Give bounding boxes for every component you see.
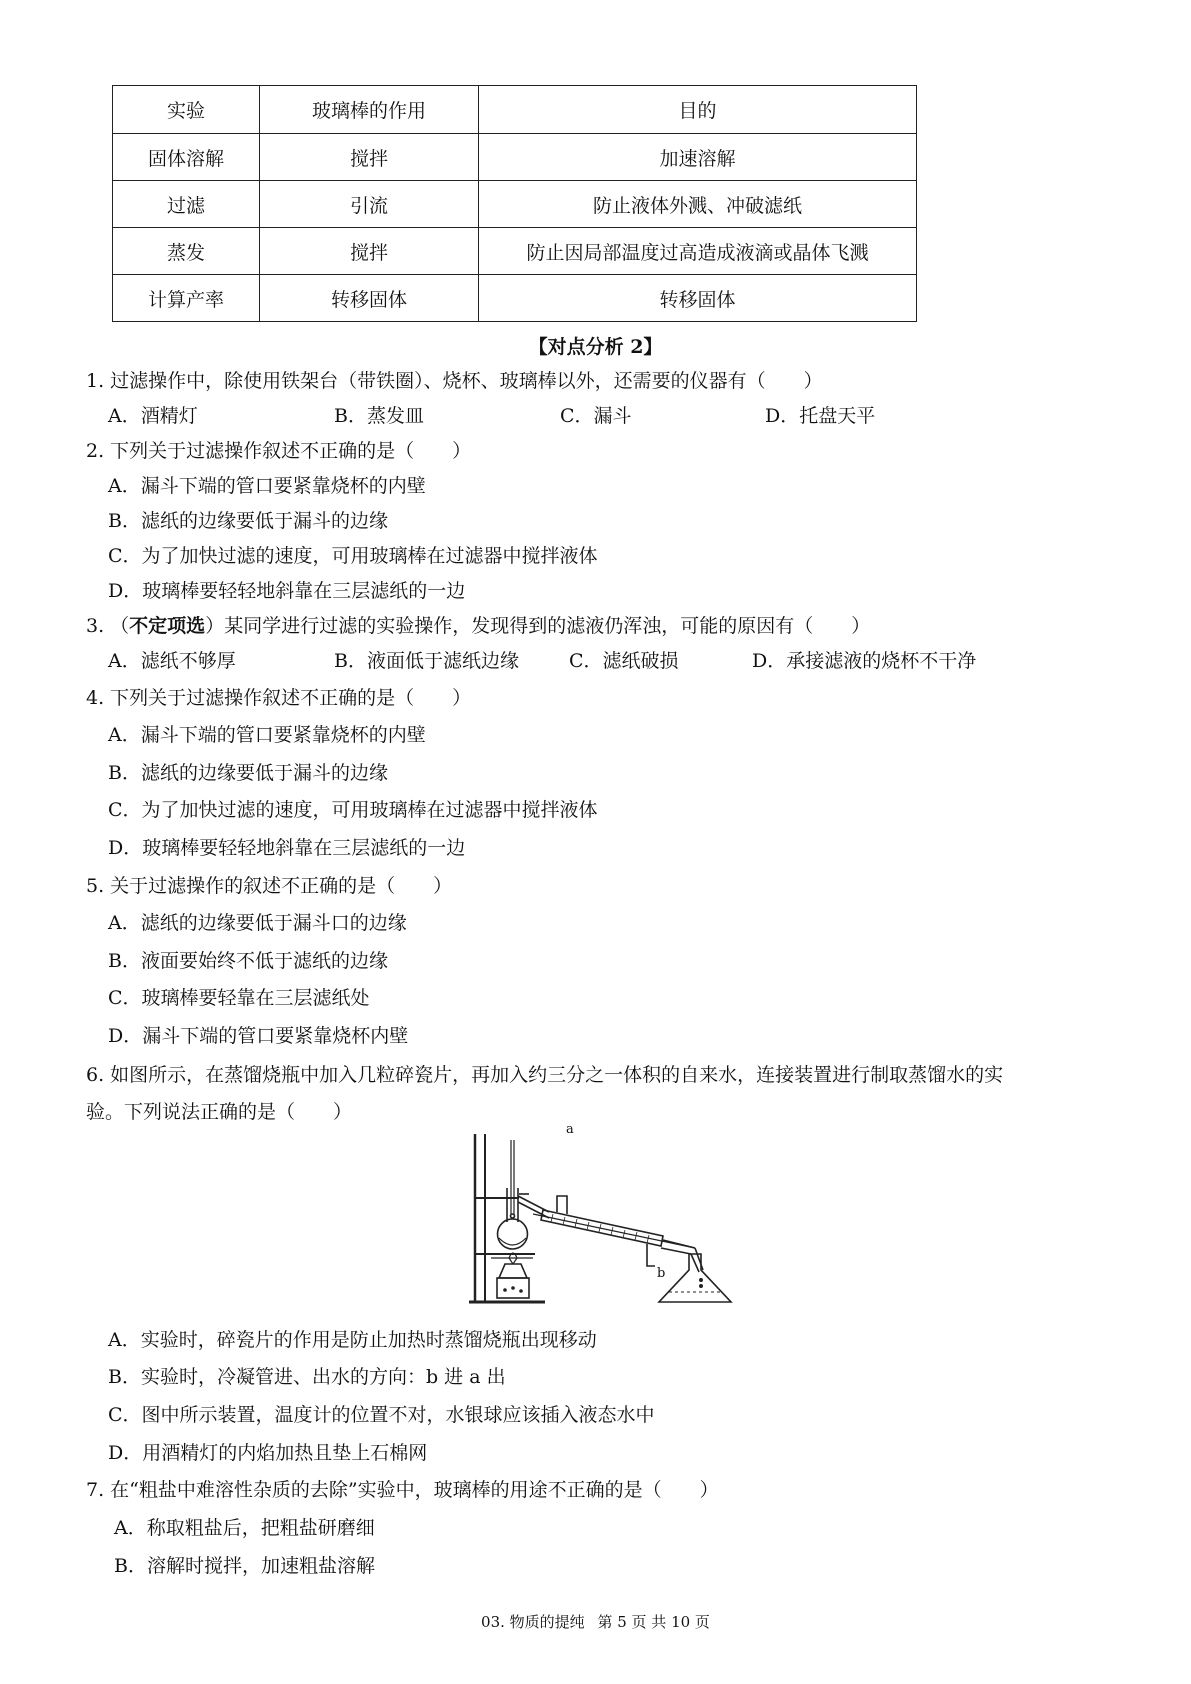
table-cell: 计算产率 — [113, 275, 260, 322]
question-7-stem: 7. 在“粗盐中难溶性杂质的去除”实验中，玻璃棒的用途不正确的是（ ） — [86, 1479, 719, 1501]
table-cell: 过滤 — [113, 181, 260, 228]
footer-page-number: 第 5 页 共 10 页 — [597, 1613, 710, 1631]
question-2-stem: 2. 下列关于过滤操作叙述不正确的是（ ） — [86, 440, 472, 462]
table-cell: 搅拌 — [260, 228, 479, 275]
question-4-stem: 4. 下列关于过滤操作叙述不正确的是（ ） — [86, 687, 472, 709]
question-3-option-c: C．滤纸破损 — [569, 650, 679, 672]
question-4-option-b: B．滤纸的边缘要低于漏斗的边缘 — [108, 762, 388, 784]
question-3-stem — [86, 613, 870, 639]
question-2-option-b: B．滤纸的边缘要低于漏斗的边缘 — [108, 510, 388, 532]
question-6-option-d: D．用酒精灯的内焰加热且垫上石棉网 — [108, 1442, 428, 1464]
table-header-cell: 实验 — [113, 86, 260, 134]
table-row — [113, 134, 917, 181]
table-row — [113, 275, 917, 322]
table-row — [113, 181, 917, 228]
figure-label-b: b — [657, 1266, 666, 1281]
question-1-option-c: C．漏斗 — [560, 405, 632, 427]
question-1-stem: 1. 过滤操作中，除使用铁架台（带铁圈）、烧杯、玻璃棒以外，还需要的仪器有（ ） — [86, 370, 823, 392]
figure-label-a: a — [566, 1122, 574, 1137]
question-2-option-a: A．漏斗下端的管口要紧靠烧杯的内壁 — [108, 475, 426, 497]
question-5-option-a: A．滤纸的边缘要低于漏斗口的边缘 — [108, 912, 407, 934]
question-7-option-a: A．称取粗盐后，把粗盐研磨细 — [114, 1517, 375, 1539]
table-cell: 蒸发 — [113, 228, 260, 275]
purification-table — [112, 85, 917, 322]
table-cell: 引流 — [260, 181, 479, 228]
question-6-option-b: B．实验时，冷凝管进、出水的方向：b 进 a 出 — [108, 1366, 506, 1388]
table-cell: 防止液体外溅、冲破滤纸 — [479, 181, 917, 228]
distillation-apparatus-figure — [463, 1130, 755, 1308]
question-3-option-d: D．承接滤液的烧杯不干净 — [752, 650, 977, 672]
question-2-option-c: C．为了加快过滤的速度，可用玻璃棒在过滤器中搅拌液体 — [108, 545, 598, 567]
question-4-option-c: C．为了加快过滤的速度，可用玻璃棒在过滤器中搅拌液体 — [108, 799, 598, 821]
table-cell: 防止因局部温度过高造成液滴或晶体飞溅 — [479, 228, 917, 275]
question-4-option-d: D．玻璃棒要轻轻地斜靠在三层滤纸的一边 — [108, 837, 466, 859]
table-header-cell: 玻璃棒的作用 — [260, 86, 479, 134]
table-row — [113, 228, 917, 275]
table-cell: 固体溶解 — [113, 134, 260, 181]
question-5-option-b: B．液面要始终不低于滤纸的边缘 — [108, 950, 388, 972]
question-7-option-b: B．溶解时搅拌，加速粗盐溶解 — [114, 1555, 375, 1577]
table-cell: 搅拌 — [260, 134, 479, 181]
question-1-option-b: B．蒸发皿 — [334, 405, 424, 427]
footer-document-title: 03. 物质的提纯 — [481, 1613, 585, 1631]
question-3-stem-prefix: 3. （ — [86, 615, 130, 637]
question-3-option-a: A．滤纸不够厚 — [108, 650, 236, 672]
question-2-option-d: D．玻璃棒要轻轻地斜靠在三层滤纸的一边 — [108, 580, 466, 602]
question-1-option-d: D．托盘天平 — [765, 405, 876, 427]
question-5-stem: 5. 关于过滤操作的叙述不正确的是（ ） — [86, 875, 453, 897]
section-title: 【对点分析 2】 — [528, 336, 663, 358]
table-cell: 加速溶解 — [479, 134, 917, 181]
question-1-option-a: A．酒精灯 — [108, 405, 198, 427]
question-3-stem-suffix: ）某同学进行过滤的实验操作，发现得到的滤液仍浑浊，可能的原因有（ ） — [205, 615, 871, 637]
table-cell: 转移固体 — [479, 275, 917, 322]
question-5-option-d: D．漏斗下端的管口要紧靠烧杯内壁 — [108, 1025, 409, 1047]
question-5-option-c: C．玻璃棒要轻靠在三层滤纸处 — [108, 987, 370, 1009]
table-header-cell: 目的 — [479, 86, 917, 134]
page-footer — [0, 1612, 1191, 1632]
question-4-option-a: A．漏斗下端的管口要紧靠烧杯的内壁 — [108, 724, 426, 746]
question-6-stem-line-2: 验。下列说法正确的是（ ） — [86, 1101, 353, 1123]
question-6-option-a: A．实验时，碎瓷片的作用是防止加热时蒸馏烧瓶出现移动 — [108, 1329, 597, 1351]
table-header-row — [113, 86, 917, 134]
table-cell: 转移固体 — [260, 275, 479, 322]
question-6-stem: 6. 如图所示，在蒸馏烧瓶中加入几粒碎瓷片，再加入约三分之一体积的自来水，连接装置进行制取蒸馏水的实 — [86, 1064, 1004, 1086]
question-3-tag: 不定项选 — [129, 615, 206, 637]
question-3-option-b: B．液面低于滤纸边缘 — [334, 650, 519, 672]
question-6-option-c: C．图中所示装置，温度计的位置不对，水银球应该插入液态水中 — [108, 1404, 655, 1426]
